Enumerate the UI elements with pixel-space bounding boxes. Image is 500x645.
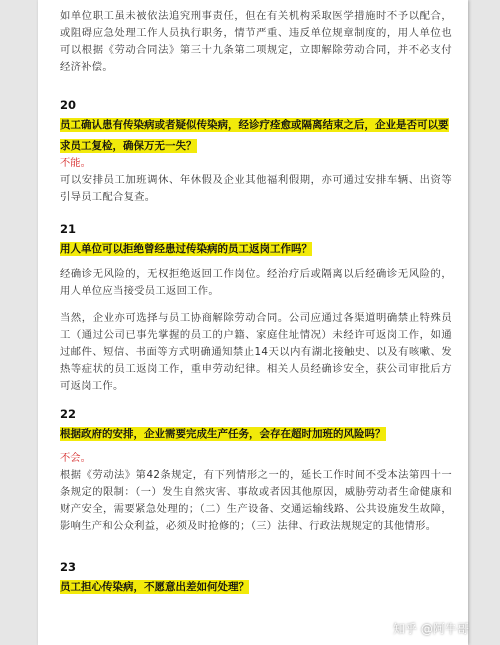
intro-paragraph: 如单位职工虽未被依法追究刑事责任，但在有关机构采取医学措施时不予以配合，或阻碍应急处理工作人员执行职务，情节严重、违反单位规章制度的，用人单位也可以根据《劳动合同法》第三十九条第二项规定，立即解除劳动合同，并不必支付经济补偿。 bbox=[60, 10, 452, 73]
question-number: 23 bbox=[60, 560, 77, 574]
question-number: 21 bbox=[60, 222, 77, 236]
question-text: 根据政府的安排，企业需要完成生产任务，会存在超时加班的风险吗？ bbox=[60, 428, 386, 440]
question-21-answer-1 bbox=[60, 266, 452, 300]
zhihu-watermark: 知乎 @阿牛哥 bbox=[393, 622, 469, 636]
answer-text: 根据《劳动法》第42条规定，有下列情形之一的，延长工作时间不受本法第四十一条规定的限制：（一）发生自然灾害、事故或者因其他原因，威胁劳动者生命健康和财产安全，需要紧急处理的；（二）生产设备、交通运输线路、公共设施发生故障，影响生产和公众利益，必须及时抢修的；（三）法律、行政法规规定的其他情形。 bbox=[60, 469, 452, 532]
document-page bbox=[38, 0, 468, 645]
answer-text: 可以安排员工加班调休、年休假及企业其他福利假期，亦可通过安排车辆、出资等引导员工配合复查。 bbox=[60, 174, 452, 203]
intro-paragraph-block bbox=[60, 8, 452, 76]
answer-short: 不能。 bbox=[60, 157, 91, 169]
question-21-answer-2 bbox=[60, 310, 452, 395]
question-text: 员工确认患有传染病或者疑似传染病，经诊疗痊愈或隔离结束之后，企业是否可以要求员工复检，确保万无一失？ bbox=[60, 119, 449, 152]
question-number: 22 bbox=[60, 407, 77, 421]
answer-short: 不会。 bbox=[60, 452, 91, 464]
question-text: 用人单位可以拒绝曾经患过传染病的员工返岗工作吗？ bbox=[60, 243, 312, 255]
question-number: 20 bbox=[60, 98, 77, 112]
question-21 bbox=[60, 222, 452, 258]
question-22 bbox=[60, 407, 452, 443]
answer-text: 当然，企业亦可选择与员工协商解除劳动合同。公司应通过各渠道明确禁止特殊员工（通过公司已事先掌握的员工的户籍、家庭住址情况）未经许可返岗工作，如通过邮件、短信、书面等方式明确通知禁止14天以内有湖北接触史、以及有咳嗽、发热等症状的员工返岗工作，重申劳动纪律。相关人员经确诊安全，获公司审批后方可返岗工作。 bbox=[60, 312, 452, 392]
question-text: 员工担心传染病，不愿意出差如何处理？ bbox=[60, 581, 249, 593]
question-23 bbox=[60, 560, 452, 596]
question-22-answer bbox=[60, 450, 452, 535]
answer-text: 经确诊无风险的，无权拒绝返回工作岗位。经治疗后或隔离以后经确诊无风险的，用人单位应当接受员工返回工作。 bbox=[60, 268, 452, 297]
question-20 bbox=[60, 98, 452, 206]
